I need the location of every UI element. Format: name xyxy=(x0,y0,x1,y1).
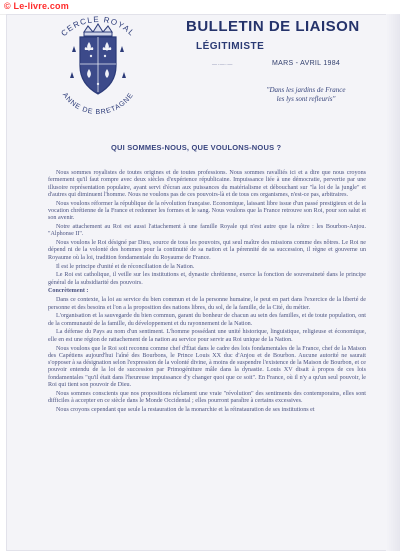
paragraph: Nous sommes royalistes de toutes origines et de toutes professions. Nous sommes ravalliés ici et a dire que nous croyons fermement qu'il faut rompre avec deux siècles d'expérience républicaine. Impuissance liée à une démocratie, pervertie par une illusoire représentation populaire, ayant servi d'écran aux puissances du matérialisme et débouchant sur "la loi de la jungle" et d'autres qui diminuent l'homme. Nous ne voulons pas de ces pouvoirs-là et de tous ces organismes, n'est-ce pas, arbitraires. xyxy=(48,170,366,198)
fleur-de-lis-crest-icon xyxy=(38,6,158,124)
bulletin-subtitle: LÉGITIMISTE xyxy=(196,41,265,52)
paragraph: Dans ce contexte, la loi au service du bien commun et de la personne humaine, le peut en part dans l'exercice de la liberté de personne et des besoins et l'on a la proposition des nations libres, du sol, de la famille, de la Cité, du métier. xyxy=(48,297,366,311)
crest-bottom-text: ANNE DE BRETAGNE xyxy=(60,91,136,117)
paragraph: Nous croyons cependant que seule la restauration de la monarchie et la réinstauration de ses institutions et xyxy=(56,406,315,413)
paragraph: Nous voulons réformer la république de la révolution française. Economique, laissant libre issue d'un passé prestigieux et de la vocation chrétienne de la France et redonner les formes et le sang. Nous voulons que la France retrouve son Roi, pour son salut et son avenir. xyxy=(48,200,366,222)
section-heading: QUI SOMMES-NOUS, QUE VOULONS-NOUS ? xyxy=(111,143,282,152)
paragraph: Nous voulons que le Roi soit reconnu comme chef d'État dans le cadre des lois fondamentales de la France, chef de la Maison des Capétiens aujourd'hui l'aîné des Bourbons, le Prince Louis XX duc d'Anjou et de Bourbon. Aucune autorité ne saurait s'opposer à sa désignation selon l'expression de la volonté divine, à moins de suspendre l'existence de la Maison de Bourbon, et ce pouvoir entendu de la loi de succession par Primogéniture mâle dans la dynastie. Louis XV disait à propos de ces lois fondamentales "qu'il était dans l'heureuse impuissance d'y changer quoi que ce soit". En France, où il n'y a qu'un seul pouvoir, le Roi qui tient son pouvoir de Dieu. xyxy=(48,345,366,389)
paragraph: L'organisation et la sauvegarde du bien commun, garant du bonheur de chacun au sein des familles, et de toute population, ont de la communauté de la famille, du développement et du rayonnement de la Nation. xyxy=(48,313,366,327)
paragraph: Notre attachement au Roi est aussi l'attachement à une famille Royale qui n'est autre que la nôtre : les Bourbon-Anjou. "Alphonse II". xyxy=(48,224,366,238)
paragraph: Nous voulons le Roi désigné par Dieu, source de tous les pouvoirs, qui seul maître des missions comme des nôtres. Le Roi ne dépend ni de la volonté des hommes pour la continuité de sa nation et la pérennité de sa succession, il règne et gouverne un Royaume où la loi, tradition fondamentale du Royaume de France. xyxy=(48,240,366,261)
header-ornament: —·—·— xyxy=(212,63,233,68)
crest-svg xyxy=(38,6,158,124)
epigraph-quote: "Dans les jardins de France les lys sont refleuris" xyxy=(266,86,346,103)
watermark-text: © Le-livre.com xyxy=(4,1,69,11)
issue-date: MARS - AVRIL 1984 xyxy=(272,60,341,67)
sheet-edge-shadow xyxy=(386,14,400,551)
crest-top-text: CERCLE ROYAL xyxy=(59,14,137,39)
paragraph: Le Roi est catholique, il veille sur les institutions et, dynastie chrétienne, exerce la fonction de souveraineté dans le principe général de la subsidiarité des pouvoirs. xyxy=(48,272,366,286)
paragraph: La défense du Pays au nom d'un sentiment. L'homme possédant une unité historique, linguistique, religieuse et économique, elle en est une région de rattachement de la nation au service pour servir au Roi unique de la Nation. xyxy=(48,329,366,343)
article-body xyxy=(48,170,366,416)
paragraph: Il est le principe d'unité et de réconciliation de la Nation. xyxy=(56,263,195,270)
paragraph: Nous sommes conscients que nos propositions réclament une vraie "révolution" des sentiments des contemporains, elles sont difficiles à accepter en ce siècle dans le Monde Occidental ; elles pourront paraître à certains excessives. xyxy=(48,390,366,405)
subheading: Concrètement : xyxy=(48,288,89,295)
bulletin-title: BULLETIN DE LIAISON xyxy=(186,18,360,35)
